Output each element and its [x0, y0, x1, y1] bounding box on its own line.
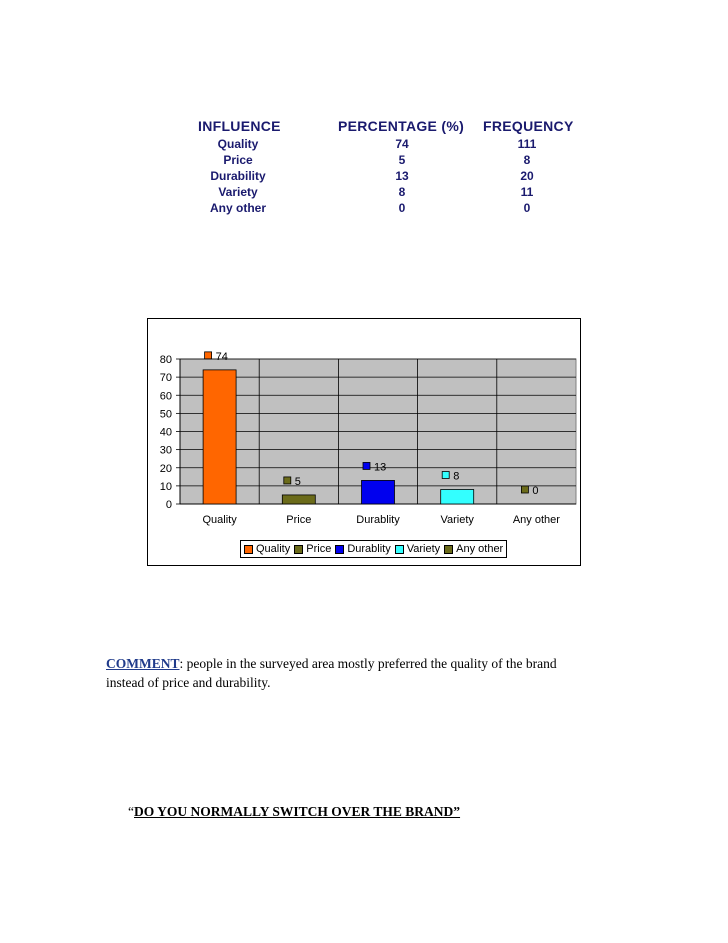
x-tick-label: Quality — [202, 514, 237, 526]
legend-item — [395, 543, 440, 555]
cell-percentage: 5 — [398, 153, 406, 167]
legend-item — [294, 543, 331, 555]
question-text: DO YOU NORMALLY SWITCH OVER THE BRAND” — [134, 804, 461, 819]
bar-variety — [441, 490, 474, 505]
cell-frequency: 0 — [523, 201, 531, 215]
cell-frequency: 111 — [517, 137, 537, 151]
data-label: 5 — [294, 475, 301, 488]
comment-text: : people in the surveyed area mostly preferred the quality of the brand instead of price and durability. — [106, 656, 557, 690]
legend-label: Price — [306, 543, 332, 555]
bar-chart — [147, 318, 581, 566]
data-label-key — [363, 462, 370, 469]
legend-label: Durablity — [347, 543, 391, 555]
bar-durablity — [362, 480, 395, 504]
cell-frequency: 11 — [520, 185, 534, 199]
cell-percentage: 0 — [398, 201, 406, 215]
cell-percentage: 8 — [398, 185, 406, 199]
y-tick-label: 40 — [159, 426, 172, 439]
comment-paragraph — [106, 654, 596, 692]
data-label: 8 — [453, 470, 460, 483]
header-influence: INFLUENCE — [198, 118, 281, 134]
legend-swatch — [335, 545, 344, 554]
legend-swatch — [444, 545, 453, 554]
legend-item — [444, 543, 503, 555]
legend-item — [244, 543, 290, 555]
header-percentage: PERCENTAGE (%) — [338, 118, 465, 134]
cell-percentage: 13 — [395, 169, 409, 183]
data-label-key — [521, 486, 528, 493]
cell-percentage: 74 — [395, 137, 409, 151]
cell-frequency: 8 — [523, 153, 531, 167]
cell-influence: Variety — [218, 185, 258, 199]
legend-item — [335, 543, 390, 555]
question-open-quote: “ — [128, 804, 134, 819]
data-label: 74 — [215, 350, 228, 363]
y-tick-label: 0 — [165, 499, 172, 511]
comment-label: COMMENT — [106, 656, 180, 671]
y-tick-label: 10 — [159, 480, 172, 493]
cell-influence: Price — [223, 153, 253, 167]
x-tick-label: Any other — [512, 514, 560, 526]
question-heading — [128, 804, 460, 820]
cell-frequency: 20 — [520, 169, 534, 183]
x-tick-label: Variety — [440, 514, 474, 526]
chart-svg — [148, 319, 580, 565]
x-tick-label: Price — [286, 514, 312, 526]
bar-quality — [203, 370, 236, 504]
legend-swatch — [244, 545, 253, 554]
y-tick-label: 70 — [159, 372, 172, 385]
y-tick-label: 20 — [159, 462, 172, 475]
header-frequency: FREQUENCY — [483, 118, 574, 134]
legend-label: Quality — [256, 543, 291, 555]
chart-legend — [240, 540, 507, 558]
bar-price — [282, 495, 315, 504]
data-label: 13 — [374, 461, 387, 474]
legend-label: Variety — [406, 543, 441, 555]
cell-influence: Durability — [210, 169, 266, 183]
legend-swatch — [294, 545, 303, 554]
y-tick-label: 80 — [159, 354, 172, 366]
legend-label: Any other — [456, 543, 504, 555]
cell-influence: Any other — [209, 201, 266, 215]
y-tick-label: 60 — [159, 390, 172, 403]
y-tick-label: 50 — [159, 408, 172, 421]
data-label-key — [205, 352, 212, 359]
y-tick-label: 30 — [159, 444, 172, 457]
x-tick-label: Durablity — [356, 514, 400, 526]
data-label-key — [284, 477, 291, 484]
data-label-key — [442, 472, 449, 479]
legend-swatch — [395, 545, 404, 554]
data-label: 0 — [532, 485, 539, 497]
cell-influence: Quality — [217, 137, 259, 151]
